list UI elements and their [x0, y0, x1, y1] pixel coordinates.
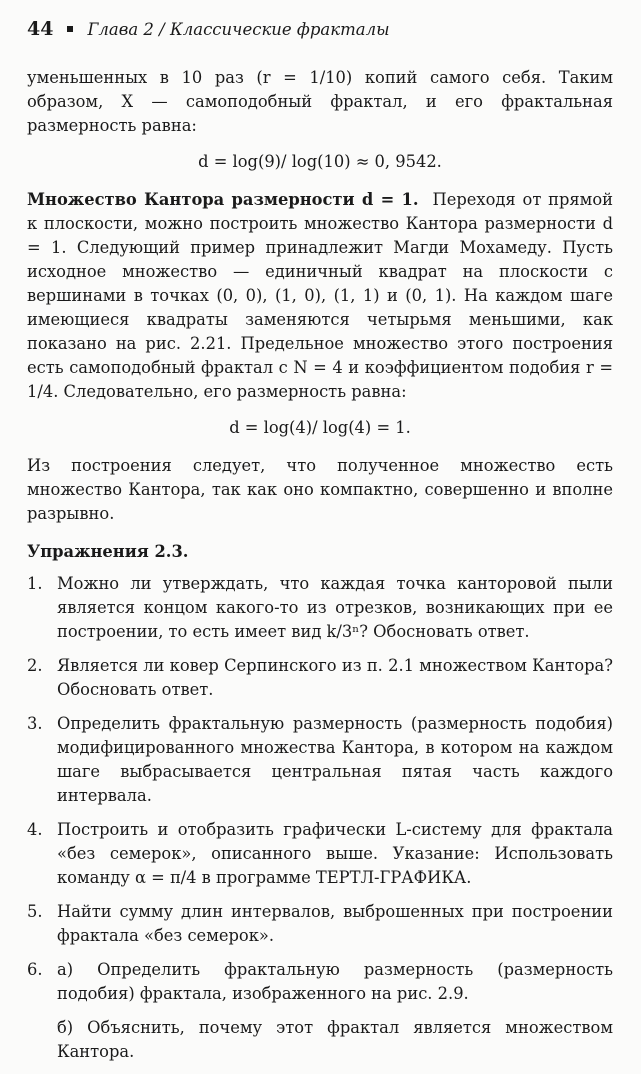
exercise-text-block: [57, 958, 613, 1064]
exercise-list: [27, 572, 613, 1064]
intro-paragraph: уменьшенных в 10 раз (r = 1/10) копий самого себя. Таким образом, X — самоподобный фрактал, и его фрактальная размерность равна:: [27, 68, 613, 135]
exercise-text: Можно ли утверждать, что каждая точка канторовой пыли является концом какого-то из отрезков, возникающих при ее построении, то есть имеет вид k/3ⁿ? Обосновать ответ.: [57, 574, 613, 641]
running-head: Глава 2 / Классические фракталы: [87, 20, 390, 39]
exercise-item: [27, 572, 613, 644]
exercise-item: [27, 654, 613, 702]
exercise-item: [27, 712, 613, 808]
cantor-conclusion: Из построения следует, что полученное множество есть множество Кантора, так как оно компактно, совершенно и вполне разрывно.: [27, 456, 613, 523]
exercise-item: [27, 900, 613, 948]
page-number: 44: [27, 18, 54, 40]
dimension-equation-1: d = log(9)/ log(10) ≈ 0, 9542.: [198, 152, 442, 171]
exercise-subpart: б) Объяснить, почему этот фрактал является множеством Кантора.: [57, 1018, 613, 1061]
header-bullet-icon: [67, 26, 73, 32]
exercise-text: Является ли ковер Серпинского из п. 2.1 множеством Кантора? Обосновать ответ.: [57, 656, 613, 699]
exercise-item: [27, 958, 613, 1064]
page-body: [27, 66, 613, 1074]
exercise-number: 4.: [27, 820, 43, 839]
page-header: [27, 18, 611, 48]
exercise-text: Построить и отобразить графически L-систему для фрактала «без семерок», описанного выше. Указание: Использовать команду α = π/4 в программе ТЕРТЛ-ГРАФИКА.: [57, 820, 613, 887]
cantor-section: [27, 188, 613, 404]
exercise-item: [27, 818, 613, 890]
exercise-text: Определить фрактальную размерность (размерность подобия) модифицированного множества Кантора, в котором на каждом шаге выбрасывается центральная пятая часть каждого интервала.: [57, 714, 613, 805]
exercises-title: Упражнения 2.3.: [27, 542, 189, 561]
exercise-number: 5.: [27, 902, 43, 921]
exercise-number: 1.: [27, 574, 43, 593]
exercise-number: 2.: [27, 656, 43, 675]
cantor-section-text: Переходя от прямой к плоскости, можно построить множество Кантора размерности d = 1. Следующий пример принадлежит Магди Мохамеду. Пусть исходное множество — единичный квадрат на плоскости с вершинами в точках (0, 0), (1, 0), (1, 1) и (0, 1). На каждом шаге имеющиеся квадраты заменяются четырьмя меньшими, как показано на рис. 2.21. Предельное множество этого построения есть самоподобный фрактал с N = 4 и коэффициентом подобия r = 1/4. Следовательно, его размерность равна:: [27, 190, 613, 401]
exercise-text: а) Определить фрактальную размерность (размерность подобия) фрактала, изображенного на рис. 2.9.: [57, 960, 613, 1003]
exercise-number: 6.: [27, 960, 43, 979]
exercise-number: 3.: [27, 714, 43, 733]
exercise-text: Найти сумму длин интервалов, выброшенных при построении фрактала «без семерок».: [57, 902, 613, 945]
dimension-equation-2: d = log(4)/ log(4) = 1.: [229, 418, 411, 437]
cantor-section-title: Множество Кантора размерности d = 1.: [27, 190, 419, 209]
